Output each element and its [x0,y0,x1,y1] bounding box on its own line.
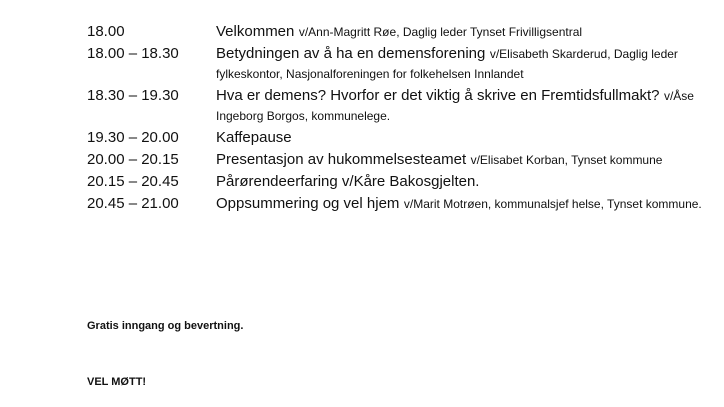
schedule-row [87,85,707,126]
schedule-title: Hva er demens? Hvorfor er det viktig å skrive en Fremtidsfullmakt? [216,87,660,104]
schedule-time: 18.00 [87,23,125,40]
schedule-row [87,149,707,170]
schedule-time: 20.15 – 20.45 [87,173,179,190]
schedule-speaker: v/Marit Motrøen, kommunalsjef helse, Tynset kommune. [403,197,702,211]
schedule-description [216,127,707,148]
schedule-time: 19.30 – 20.00 [87,129,179,146]
program-schedule [87,21,707,215]
schedule-time: 18.00 – 18.30 [87,45,179,62]
schedule-speaker: v/Åse Ingeborg Borgos, kommunelege. [216,89,694,123]
schedule-title: Presentasjon av hukommelsesteamet [216,151,467,168]
schedule-row [87,43,707,84]
schedule-row [87,193,707,214]
schedule-title: Pårørendeerfaring v/Kåre Bakosgjelten. [216,173,480,190]
schedule-title: Velkommen [216,23,295,40]
schedule-time: 20.45 – 21.00 [87,195,179,212]
schedule-description [216,21,707,42]
schedule-description [216,193,707,214]
schedule-description [216,43,707,84]
schedule-description [216,85,707,126]
schedule-row [87,171,707,192]
schedule-title: Oppsummering og vel hjem [216,195,400,212]
schedule-description [216,149,707,170]
admission-note: Gratis inngang og bevertning. [87,320,244,332]
schedule-title: Betydningen av å ha en demensforening [216,45,486,62]
schedule-speaker: v/Elisabet Korban, Tynset kommune [470,153,663,167]
closing-greeting: VEL MØTT! [87,376,147,388]
schedule-row [87,127,707,148]
schedule-description [216,171,707,192]
schedule-title: Kaffepause [216,129,292,146]
schedule-speaker: v/Elisabeth Skarderud, Daglig leder fylkeskontor, Nasjonalforeningen for folkehelsen Innlandet [216,47,678,81]
schedule-speaker: v/Ann-Magritt Røe, Daglig leder Tynset Frivilligsentral [298,25,583,39]
schedule-time: 20.00 – 20.15 [87,151,179,168]
schedule-time: 18.30 – 19.30 [87,87,179,104]
schedule-row [87,21,707,42]
